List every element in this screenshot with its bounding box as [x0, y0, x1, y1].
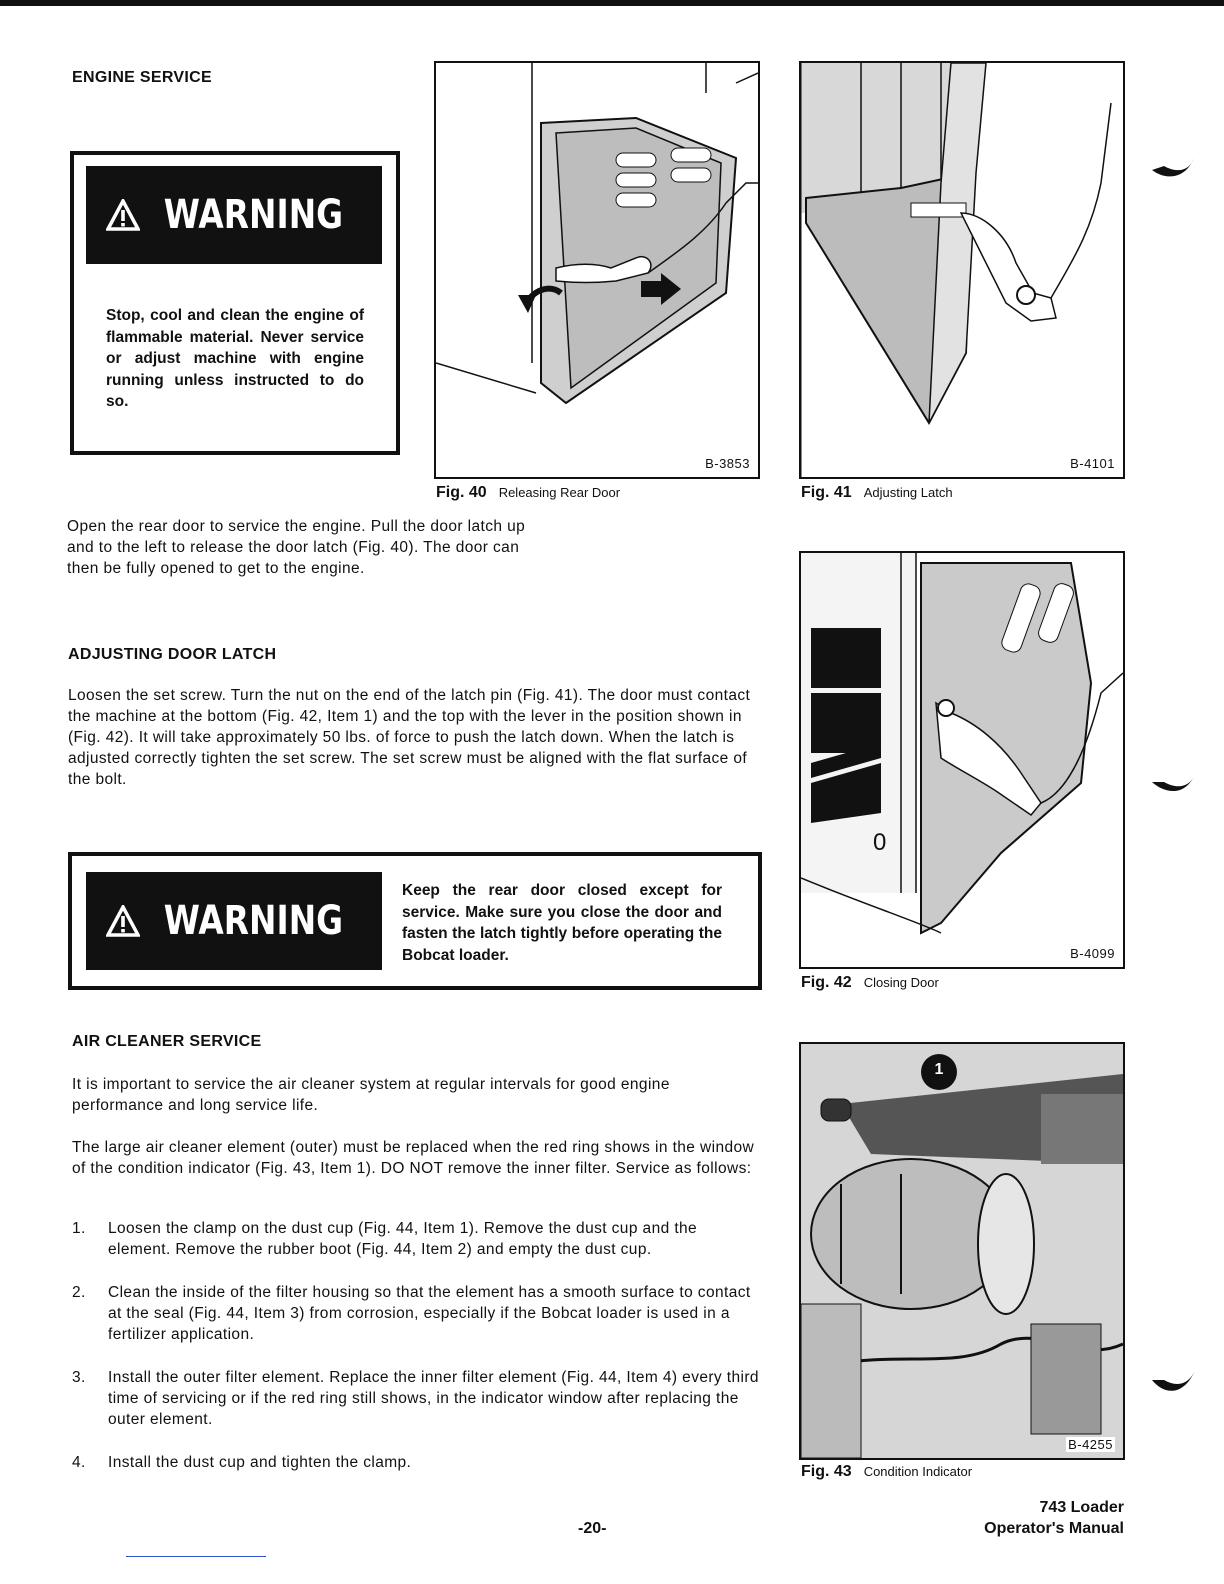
- warning-message: Stop, cool and clean the engine of flammable material. Never service or adjust machine with engine running unless instructed to do so.: [106, 307, 364, 410]
- figure-number: Fig. 40: [436, 484, 487, 501]
- warning-banner: [86, 872, 382, 970]
- warning-message: Keep the rear door closed except for service. Make sure you close the door and fasten the latch tightly before operating the Bobcat loader.: [402, 882, 722, 964]
- air-cleaner-paragraph-1: It is important to service the air cleaner system at regular intervals for good engine performance and long service life.: [72, 1076, 670, 1114]
- closing-door-illustration: [801, 553, 1123, 967]
- figure-caption-text: Adjusting Latch: [863, 485, 953, 500]
- page-number: -20-: [578, 1520, 607, 1537]
- warning-banner-text: WARNING: [163, 192, 343, 238]
- footer-rule: [126, 1556, 266, 1557]
- footer-model: 743 Loader: [1039, 1499, 1124, 1516]
- figure-code: B-4255: [1068, 1437, 1113, 1452]
- service-steps: [72, 1218, 762, 1473]
- warning-box-engine: [70, 151, 400, 455]
- binder-hole-mark: [1150, 758, 1200, 808]
- figure-42: [799, 551, 1125, 969]
- rear-door-illustration: [436, 63, 758, 477]
- engine-service-heading: ENGINE SERVICE: [72, 69, 212, 86]
- air-cleaner-paragraph-2: The large air cleaner element (outer) must be replaced when the red ring shows in the window of the condition indicator (Fig. 43, Item 1). DO NOT remove the inner filter. Service as follows:: [72, 1139, 755, 1177]
- adjusting-latch-paragraph: Loosen the set screw. Turn the nut on the end of the latch pin (Fig. 41). The door must contact the machine at the bottom (Fig. 42, Item 1) and the top with the lever in the position shown in (Fig. 42). It will take approximately 50 lbs. of force to push the latch down. When the latch is adjusted correctly tighten the set screw. The set screw must be aligned with the flat surface of the bolt.: [68, 687, 751, 788]
- figure-43-caption: [801, 1463, 972, 1481]
- callout-number: 0: [873, 829, 887, 856]
- figure-number: Fig. 43: [801, 1463, 852, 1480]
- figure-code: B-4101: [1070, 456, 1115, 471]
- step-text: Clean the inside of the filter housing so that the element has a smooth surface to contact at the seal (Fig. 44, Item 3) from corrosion, especially if the Bobcat loader is used in a fertilizer application.: [108, 1284, 751, 1343]
- air-cleaner-heading: AIR CLEANER SERVICE: [72, 1033, 262, 1050]
- top-border: [0, 0, 1224, 6]
- warning-box-door: [68, 852, 762, 990]
- step-text: Loosen the clamp on the dust cup (Fig. 44, Item 1). Remove the dust cup and the element. Remove the rubber boot (Fig. 44, Item 2) and empty the dust cup.: [108, 1220, 698, 1258]
- step-number: 2.: [72, 1284, 86, 1301]
- list-item: [72, 1282, 762, 1345]
- footer-manual: Operator's Manual: [984, 1520, 1124, 1537]
- figure-43: [799, 1042, 1125, 1460]
- list-item: [72, 1452, 762, 1473]
- adjusting-latch-illustration: [801, 63, 1123, 477]
- binder-hole-mark: [1150, 1356, 1200, 1406]
- figure-caption-text: Releasing Rear Door: [498, 485, 621, 500]
- figure-number: Fig. 41: [801, 484, 852, 501]
- figure-caption-text: Closing Door: [863, 975, 939, 990]
- figure-40-caption: [436, 484, 620, 502]
- step-number: 3.: [72, 1369, 86, 1386]
- air-cleaner-illustration: [801, 1044, 1123, 1458]
- warning-banner: [86, 166, 382, 264]
- figure-code: B-4099: [1070, 946, 1115, 961]
- figure-caption-text: Condition Indicator: [863, 1464, 973, 1479]
- figure-41: [799, 61, 1125, 479]
- warning-triangle-icon: [106, 199, 140, 231]
- step-text: Install the outer filter element. Replace the inner filter element (Fig. 44, Item 4) every third time of servicing or if the red ring still shows, in the indicator window after replacing the outer element.: [108, 1369, 759, 1428]
- adjusting-latch-heading: ADJUSTING DOOR LATCH: [68, 646, 277, 663]
- binder-hole-mark: [1150, 140, 1200, 190]
- figure-code: B-3853: [705, 456, 750, 471]
- callout-number: 1: [934, 1061, 944, 1078]
- figure-number: Fig. 42: [801, 974, 852, 991]
- figure-40: [434, 61, 760, 479]
- figure-42-caption: [801, 974, 939, 992]
- step-number: 4.: [72, 1454, 86, 1471]
- warning-banner-text: WARNING: [163, 898, 343, 944]
- step-number: 1.: [72, 1220, 86, 1237]
- list-item: [72, 1367, 762, 1430]
- footer-title: [984, 1497, 1124, 1539]
- warning-triangle-icon: [106, 905, 140, 937]
- engine-service-paragraph: Open the rear door to service the engine. Pull the door latch up and to the left to release the door latch (Fig. 40). The door can then be fully opened to get to the engine.: [67, 518, 526, 577]
- list-item: [72, 1218, 762, 1260]
- figure-41-caption: [801, 484, 953, 502]
- step-text: Install the dust cup and tighten the clamp.: [108, 1454, 412, 1471]
